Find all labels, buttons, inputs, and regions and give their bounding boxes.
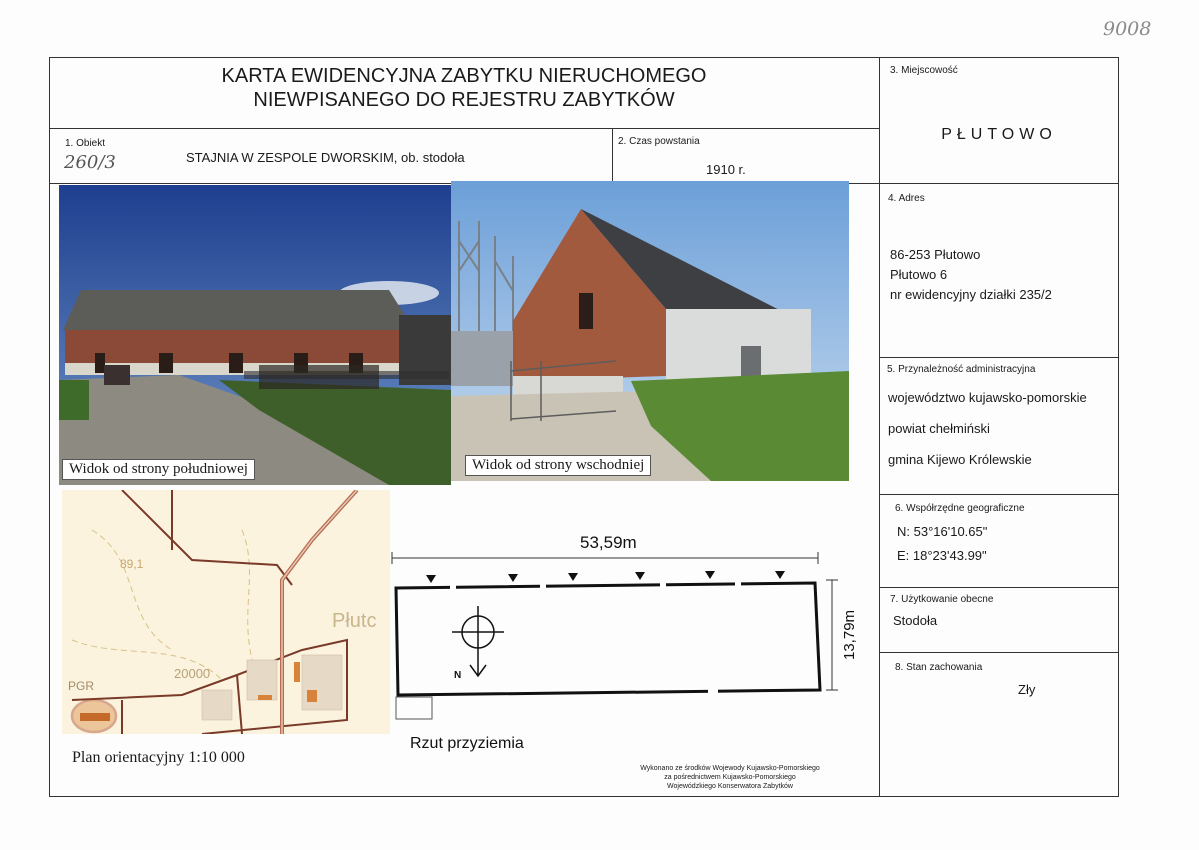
address-line1: 86-253 Płutowo — [890, 247, 981, 262]
condition-label: 8. Stan zachowania — [895, 662, 983, 673]
date-value: 1910 r. — [706, 162, 746, 177]
card-title-line2: NIEWPISANEGO DO REJESTRU ZABYTKÓW — [253, 89, 675, 111]
orientation-map — [62, 490, 390, 734]
map-label-891: 89,1 — [120, 557, 144, 571]
admin-line1: województwo kujawsko-pomorskie — [888, 390, 1087, 405]
admin-line2: powiat chełmiński — [888, 421, 990, 436]
address-block — [890, 245, 1052, 305]
funding-line2: za pośrednictwem Kujawsko-Pomorskiego — [664, 774, 796, 781]
photo-east-view — [451, 181, 849, 481]
coords-e: E: 18°23'43.99" — [897, 548, 987, 563]
plan-caption: Rzut przyziemia — [410, 735, 524, 752]
funding-line3: Wojewódzkiego Konserwatora Zabytków — [667, 783, 793, 790]
floor-plan — [390, 520, 860, 760]
condition-value: Zły — [1018, 682, 1036, 697]
usage-label: 7. Użytkowanie obecne — [890, 594, 994, 605]
locality-label: 3. Miejscowość — [890, 65, 958, 76]
map-label-20000: 20000 — [174, 666, 211, 681]
map-label-pgr: PGR — [68, 679, 95, 693]
map-caption: Plan orientacyjny 1:10 000 — [72, 749, 245, 766]
funding-line1: Wykonano ze środków Wojewody Kujawsko-Pomorskiego — [640, 765, 820, 772]
photo-east-caption: Widok od strony wschodniej — [465, 455, 651, 476]
admin-label: 5. Przynależność administracyjna — [887, 364, 1036, 375]
object-value: STAJNIA W ZESPOLE DWORSKIM, ob. stodoła — [186, 150, 465, 165]
usage-value: Stodoła — [893, 613, 938, 628]
plan-width-label: 13,79m — [841, 609, 858, 660]
object-label: 1. Obiekt — [65, 138, 106, 149]
coords-n: N: 53°16'10.65" — [897, 524, 988, 539]
date-label: 2. Czas powstania — [618, 136, 700, 147]
plan-length-label: 53,59m — [580, 533, 637, 552]
map-label-plutowo: Płutc — [332, 610, 377, 632]
admin-line3: gmina Kijewo Królewskie — [888, 452, 1032, 467]
card-title — [49, 64, 879, 112]
corner-note: 9008 — [1103, 18, 1152, 40]
address-label: 4. Adres — [888, 193, 925, 204]
photo-south-caption: Widok od strony południowej — [62, 459, 255, 480]
address-line3: nr ewidencyjny działki 235/2 — [890, 287, 1052, 302]
coords-label: 6. Współrzędne geograficzne — [895, 503, 1025, 514]
plan-north-label: N — [454, 670, 462, 681]
locality-value: PŁUTOWO — [941, 126, 1057, 143]
north-arrow-icon — [452, 606, 504, 676]
object-handwritten-number: 260/3 — [64, 152, 116, 173]
card-title-line1: KARTA EWIDENCYJNA ZABYTKU NIERUCHOMEGO — [221, 65, 707, 87]
photo-south-view — [59, 185, 451, 485]
funding-note — [600, 764, 860, 791]
address-line2: Płutowo 6 — [890, 267, 948, 282]
